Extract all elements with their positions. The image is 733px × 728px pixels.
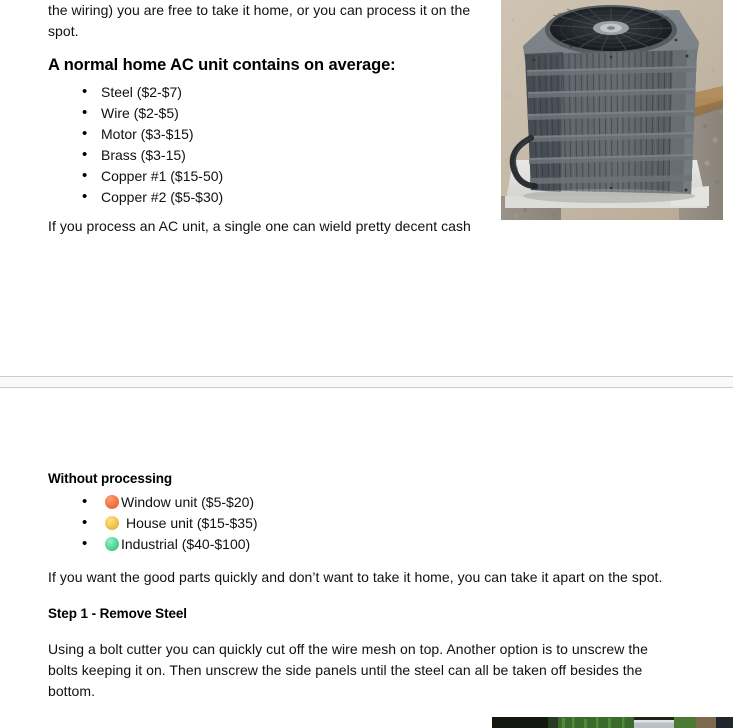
ac-unit-illustration (501, 0, 723, 220)
unit-type-label: House unit ($15-$35) (126, 515, 258, 531)
unit-type-label: Industrial ($40-$100) (121, 536, 251, 552)
list-item: • Copper #2 ($5-$30) (82, 187, 485, 208)
step-one-heading: Step 1 - Remove Steel (48, 606, 187, 621)
yellow-circle-icon (105, 516, 119, 530)
unit-types-list (48, 492, 668, 555)
list-item (82, 492, 668, 513)
step-one-paragraph: Using a bolt cutter you can quickly cut off the wire mesh on top. Another option is to unscrew the bolts keeping it on. Then unscrew the side panels until the steel can all be taken off besides the bottom. (48, 641, 648, 699)
list-item: • Wire ($2-$5) (82, 103, 485, 124)
closing-paragraph: If you process an AC unit, a single one can wield pretty decent cash (48, 218, 471, 234)
unit-type-label: Window unit ($5-$20) (121, 494, 255, 510)
list-item: • Steel ($2-$7) (82, 82, 485, 103)
ac-unit-photo-secondary (492, 717, 733, 728)
document-page-two (0, 376, 733, 718)
intro-paragraph: the wiring) you are free to take it home, or you can process it on the spot. (48, 2, 471, 39)
take-apart-paragraph: If you want the good parts quickly and don’t want to take it home, you can take it apart on the spot. (48, 569, 663, 585)
orange-circle-icon (105, 495, 119, 509)
list-item: • Motor ($3-$15) (82, 124, 485, 145)
green-circle-icon (105, 537, 119, 551)
materials-heading: A normal home AC unit contains on average: (48, 56, 396, 74)
list-item: • Copper #1 ($15-50) (82, 166, 485, 187)
page-two-content (0, 376, 668, 702)
ac-unit-grass-illustration (492, 717, 733, 728)
list-item (82, 534, 668, 555)
ac-unit-photo (501, 0, 723, 220)
without-processing-heading: Without processing (48, 471, 173, 486)
list-item (82, 513, 668, 534)
page-one-content (0, 0, 485, 237)
list-item: • Brass ($3-15) (82, 145, 485, 166)
materials-list (48, 82, 485, 208)
